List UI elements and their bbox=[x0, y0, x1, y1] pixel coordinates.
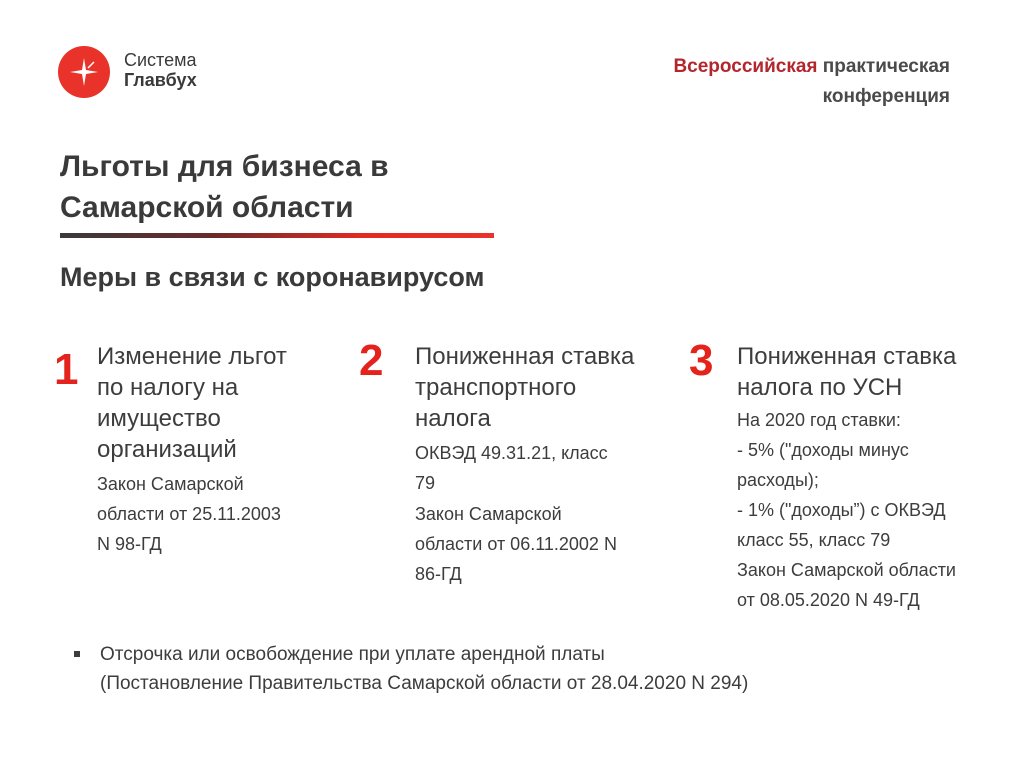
heading-line: организаций bbox=[97, 436, 237, 463]
paragraph-line: 79 bbox=[415, 473, 436, 493]
measure-paragraph bbox=[737, 497, 1017, 554]
conference-label bbox=[673, 52, 950, 112]
heading-line: имущество bbox=[97, 405, 221, 432]
conference-word-3: конференция bbox=[822, 86, 950, 107]
paragraph-line: N 98-ГД bbox=[97, 534, 162, 554]
measure-column-1 bbox=[97, 341, 347, 558]
measure-heading bbox=[737, 341, 1017, 403]
paragraph-line: области от 25.11.2003 bbox=[97, 504, 281, 524]
title-underline bbox=[60, 233, 494, 238]
heading-line: транспортного bbox=[415, 374, 577, 401]
conference-word-2: практическая bbox=[822, 56, 950, 77]
heading-line: по налогу на bbox=[97, 374, 239, 401]
measure-heading bbox=[97, 341, 347, 465]
page-title bbox=[60, 146, 530, 228]
heading-line: Изменение льгот bbox=[97, 343, 287, 370]
bullet-line-1: Отсрочка или освобождение при уплате арендной платы bbox=[100, 644, 605, 665]
conference-word-1: Всероссийская bbox=[673, 56, 818, 77]
measure-heading bbox=[415, 341, 685, 434]
item-number-1: 1 bbox=[54, 345, 79, 394]
measure-column-3 bbox=[737, 341, 1017, 614]
measure-paragraph bbox=[415, 440, 685, 497]
item-number-3: 3 bbox=[689, 336, 714, 385]
paragraph-line: - 5% ("доходы минус bbox=[737, 440, 909, 460]
heading-line: налога bbox=[415, 405, 491, 432]
measure-paragraph bbox=[737, 407, 1017, 434]
paragraph-line: от 08.05.2020 N 49-ГД bbox=[737, 590, 920, 610]
square-bullet-icon bbox=[74, 651, 80, 657]
measure-paragraph bbox=[737, 557, 1017, 614]
paragraph-line: - 1% ("доходы”) с ОКВЭД bbox=[737, 500, 946, 520]
bullet-line-2: (Постановление Правительства Самарской области от 28.04.2020 N 294) bbox=[100, 673, 749, 694]
paragraph-line: Закон Самарской bbox=[97, 474, 244, 494]
heading-line: Пониженная ставка bbox=[415, 343, 635, 370]
paragraph-line: Закон Самарской области bbox=[737, 560, 956, 580]
paragraph-line: 86-ГД bbox=[415, 564, 462, 584]
section-subtitle: Меры в связи с коронавирусом bbox=[60, 262, 485, 292]
measure-column-2 bbox=[415, 341, 685, 588]
item-number-2: 2 bbox=[359, 336, 384, 385]
paragraph-line: ОКВЭД 49.31.21, класс bbox=[415, 443, 608, 463]
paragraph-line: На 2020 год ставки: bbox=[737, 410, 901, 430]
measure-paragraph bbox=[737, 437, 1017, 494]
paragraph-line: Закон Самарской bbox=[415, 504, 562, 524]
title-line-2: Самарской области bbox=[60, 191, 354, 224]
logo bbox=[58, 46, 228, 98]
paragraph-line: расходы); bbox=[737, 470, 819, 490]
heading-line: налога по УСН bbox=[737, 374, 903, 401]
logo-line-2: Главбух bbox=[124, 70, 197, 90]
logo-line-1: Система bbox=[124, 50, 197, 70]
measure-paragraph bbox=[97, 471, 347, 558]
paragraph-line: класс 55, класс 79 bbox=[737, 530, 891, 550]
logo-star-icon bbox=[58, 46, 110, 98]
measure-paragraph bbox=[415, 501, 685, 588]
title-line-1: Льготы для бизнеса в bbox=[60, 150, 389, 183]
heading-line: Пониженная ставка bbox=[737, 343, 957, 370]
paragraph-line: области от 06.11.2002 N bbox=[415, 534, 617, 554]
